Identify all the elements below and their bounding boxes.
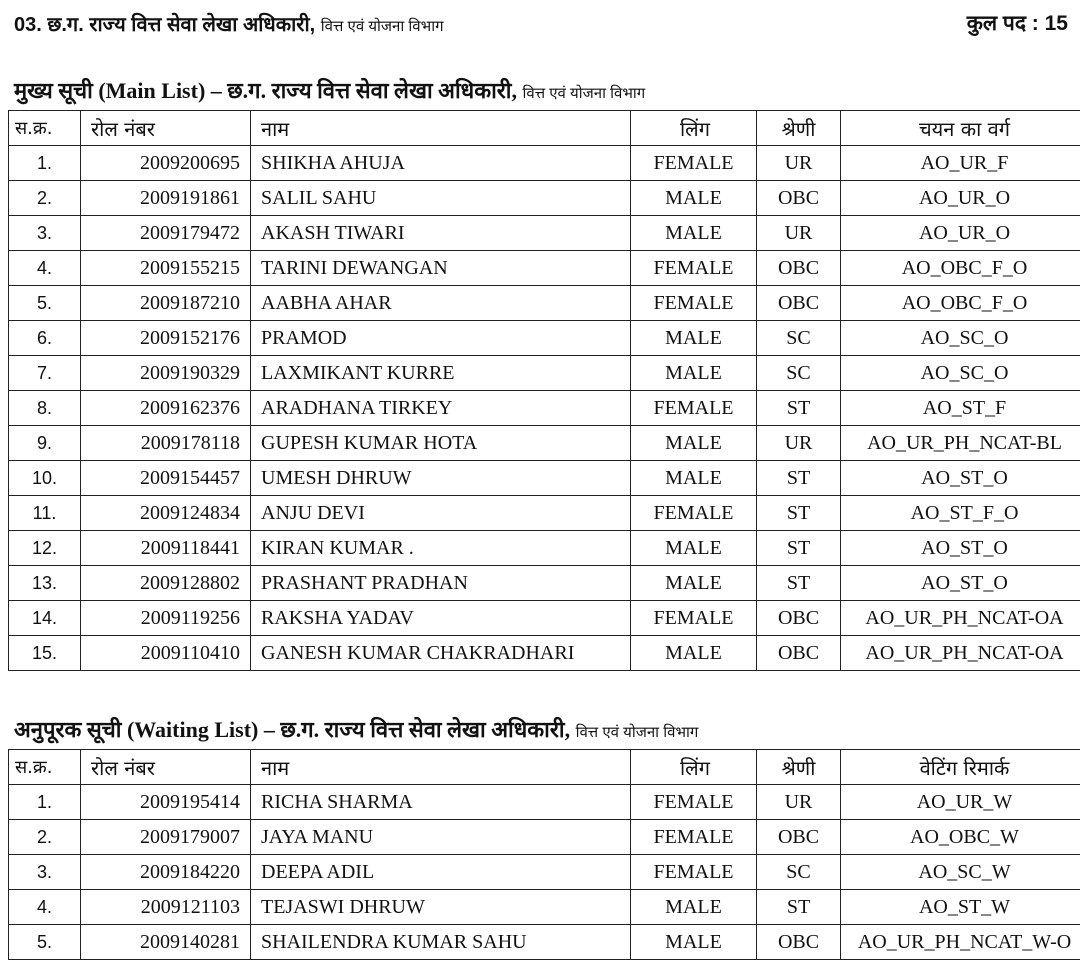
- candidate-name-cell: SALIL SAHU: [251, 181, 631, 216]
- column-header-selection-category: चयन का वर्ग: [841, 111, 1080, 146]
- roll-number-cell: 2009128802: [81, 566, 251, 601]
- selection-category-cell: AO_UR_W: [841, 785, 1080, 820]
- main-list-department: वित्त एवं योजना विभाग: [522, 85, 646, 102]
- serial-number-cell: 1.: [9, 785, 81, 820]
- roll-number-cell: 2009190329: [81, 356, 251, 391]
- gender-cell: FEMALE: [631, 146, 757, 181]
- category-cell: UR: [757, 785, 841, 820]
- roll-number-cell: 2009184220: [81, 855, 251, 890]
- table-row: [9, 391, 1080, 426]
- table-row: [9, 890, 1080, 925]
- gender-cell: FEMALE: [631, 785, 757, 820]
- column-header-roll-number: रोल नंबर: [81, 750, 251, 785]
- serial-number-cell: 2.: [9, 181, 81, 216]
- roll-number-cell: 2009140281: [81, 925, 251, 960]
- gender-cell: MALE: [631, 356, 757, 391]
- category-cell: SC: [757, 855, 841, 890]
- selection-category-cell: AO_OBC_F_O: [841, 286, 1080, 321]
- table-row: [9, 496, 1080, 531]
- gender-cell: MALE: [631, 461, 757, 496]
- table-row: [9, 636, 1080, 671]
- serial-number-cell: 15.: [9, 636, 81, 671]
- serial-number-cell: 12.: [9, 531, 81, 566]
- serial-number-cell: 4.: [9, 251, 81, 286]
- table-row: [9, 566, 1080, 601]
- candidate-name-cell: GUPESH KUMAR HOTA: [251, 426, 631, 461]
- category-cell: OBC: [757, 286, 841, 321]
- roll-number-cell: 2009178118: [81, 426, 251, 461]
- gender-cell: FEMALE: [631, 391, 757, 426]
- candidate-name-cell: PRAMOD: [251, 321, 631, 356]
- main-list-title-text: मुख्य सूची (Main List) – छ.ग. राज्य वित्त सेवा लेखा अधिकारी,: [14, 78, 517, 103]
- serial-number-cell: 6.: [9, 321, 81, 356]
- column-header-gender: लिंग: [631, 750, 757, 785]
- table-row: [9, 785, 1080, 820]
- roll-number-cell: 2009195414: [81, 785, 251, 820]
- gender-cell: MALE: [631, 216, 757, 251]
- table-row: [9, 925, 1080, 960]
- serial-number-cell: 3.: [9, 216, 81, 251]
- selection-category-cell: AO_UR_F: [841, 146, 1080, 181]
- category-cell: SC: [757, 356, 841, 391]
- roll-number-cell: 2009191861: [81, 181, 251, 216]
- roll-number-cell: 2009110410: [81, 636, 251, 671]
- table-row: [9, 286, 1080, 321]
- category-cell: OBC: [757, 181, 841, 216]
- category-cell: OBC: [757, 925, 841, 960]
- roll-number-cell: 2009154457: [81, 461, 251, 496]
- serial-number-cell: 11.: [9, 496, 81, 531]
- table-row: [9, 426, 1080, 461]
- serial-number-cell: 9.: [9, 426, 81, 461]
- serial-number-cell: 10.: [9, 461, 81, 496]
- serial-number-cell: 5.: [9, 925, 81, 960]
- selection-category-cell: AO_ST_O: [841, 566, 1080, 601]
- post-title-text: 03. छ.ग. राज्य वित्त सेवा लेखा अधिकारी,: [14, 13, 316, 36]
- candidate-name-cell: PRASHANT PRADHAN: [251, 566, 631, 601]
- candidate-name-cell: JAYA MANU: [251, 820, 631, 855]
- column-header-selection-category: वेटिंग रिमार्क: [841, 750, 1080, 785]
- gender-cell: MALE: [631, 181, 757, 216]
- gender-cell: FEMALE: [631, 496, 757, 531]
- table-row: [9, 531, 1080, 566]
- category-cell: OBC: [757, 820, 841, 855]
- table-row: [9, 181, 1080, 216]
- candidate-name-cell: TARINI DEWANGAN: [251, 251, 631, 286]
- table-row: [9, 356, 1080, 391]
- waiting-list-table: [8, 749, 1080, 960]
- gender-cell: MALE: [631, 531, 757, 566]
- selection-category-cell: AO_UR_PH_NCAT-BL: [841, 426, 1080, 461]
- candidate-name-cell: KIRAN KUMAR .: [251, 531, 631, 566]
- category-cell: ST: [757, 890, 841, 925]
- roll-number-cell: 2009162376: [81, 391, 251, 426]
- table-row: [9, 321, 1080, 356]
- category-cell: ST: [757, 496, 841, 531]
- serial-number-cell: 8.: [9, 391, 81, 426]
- main-list-table: [8, 110, 1080, 671]
- department-name: वित्त एवं योजना विभाग: [320, 17, 444, 35]
- serial-number-cell: 5.: [9, 286, 81, 321]
- candidate-name-cell: AKASH TIWARI: [251, 216, 631, 251]
- gender-cell: MALE: [631, 566, 757, 601]
- table-row: [9, 601, 1080, 636]
- selection-category-cell: AO_ST_W: [841, 890, 1080, 925]
- category-cell: UR: [757, 146, 841, 181]
- roll-number-cell: 2009118441: [81, 531, 251, 566]
- candidate-name-cell: GANESH KUMAR CHAKRADHARI: [251, 636, 631, 671]
- candidate-name-cell: RAKSHA YADAV: [251, 601, 631, 636]
- selection-category-cell: AO_SC_W: [841, 855, 1080, 890]
- selection-category-cell: AO_UR_PH_NCAT-OA: [841, 636, 1080, 671]
- serial-number-cell: 1.: [9, 146, 81, 181]
- gender-cell: MALE: [631, 426, 757, 461]
- total-posts: कुल पद : 15: [966, 12, 1068, 35]
- gender-cell: FEMALE: [631, 855, 757, 890]
- category-cell: OBC: [757, 251, 841, 286]
- table-row: [9, 251, 1080, 286]
- selection-category-cell: AO_OBC_F_O: [841, 251, 1080, 286]
- selection-category-cell: AO_SC_O: [841, 356, 1080, 391]
- gender-cell: FEMALE: [631, 286, 757, 321]
- page-header: [14, 6, 1070, 40]
- selection-category-cell: AO_OBC_W: [841, 820, 1080, 855]
- main-list-title: [14, 75, 645, 105]
- serial-number-cell: 4.: [9, 890, 81, 925]
- selection-category-cell: AO_ST_O: [841, 531, 1080, 566]
- category-cell: UR: [757, 426, 841, 461]
- candidate-name-cell: RICHA SHARMA: [251, 785, 631, 820]
- category-cell: ST: [757, 566, 841, 601]
- serial-number-cell: 13.: [9, 566, 81, 601]
- category-cell: OBC: [757, 636, 841, 671]
- table-header-row: [9, 750, 1080, 785]
- waiting-list-title-text: अनुपूरक सूची (Waiting List) – छ.ग. राज्य वित्त सेवा लेखा अधिकारी,: [14, 717, 571, 742]
- selection-category-cell: AO_UR_O: [841, 181, 1080, 216]
- serial-number-cell: 3.: [9, 855, 81, 890]
- roll-number-cell: 2009152176: [81, 321, 251, 356]
- selection-category-cell: AO_UR_O: [841, 216, 1080, 251]
- roll-number-cell: 2009124834: [81, 496, 251, 531]
- candidate-name-cell: ARADHANA TIRKEY: [251, 391, 631, 426]
- gender-cell: MALE: [631, 925, 757, 960]
- candidate-name-cell: UMESH DHRUW: [251, 461, 631, 496]
- candidate-name-cell: SHIKHA AHUJA: [251, 146, 631, 181]
- selection-category-cell: AO_ST_F_O: [841, 496, 1080, 531]
- candidate-name-cell: AABHA AHAR: [251, 286, 631, 321]
- roll-number-cell: 2009155215: [81, 251, 251, 286]
- table-header-row: [9, 111, 1080, 146]
- candidate-name-cell: DEEPA ADIL: [251, 855, 631, 890]
- selection-category-cell: AO_UR_PH_NCAT-OA: [841, 601, 1080, 636]
- waiting-list-department: वित्त एवं योजना विभाग: [575, 724, 699, 741]
- column-header-serial-number: स.क्र.: [9, 111, 81, 146]
- category-cell: ST: [757, 531, 841, 566]
- candidate-name-cell: SHAILENDRA KUMAR SAHU: [251, 925, 631, 960]
- column-header-category: श्रेणी: [757, 111, 841, 146]
- selection-category-cell: AO_SC_O: [841, 321, 1080, 356]
- category-cell: ST: [757, 391, 841, 426]
- roll-number-cell: 2009121103: [81, 890, 251, 925]
- gender-cell: MALE: [631, 321, 757, 356]
- post-title: [14, 10, 444, 37]
- candidate-name-cell: LAXMIKANT KURRE: [251, 356, 631, 391]
- category-cell: UR: [757, 216, 841, 251]
- table-row: [9, 146, 1080, 181]
- candidate-name-cell: TEJASWI DHRUW: [251, 890, 631, 925]
- serial-number-cell: 14.: [9, 601, 81, 636]
- gender-cell: FEMALE: [631, 601, 757, 636]
- category-cell: OBC: [757, 601, 841, 636]
- table-row: [9, 820, 1080, 855]
- selection-category-cell: AO_ST_F: [841, 391, 1080, 426]
- candidate-name-cell: ANJU DEVI: [251, 496, 631, 531]
- column-header-roll-number: रोल नंबर: [81, 111, 251, 146]
- waiting-list-title: [14, 714, 698, 744]
- category-cell: ST: [757, 461, 841, 496]
- roll-number-cell: 2009179472: [81, 216, 251, 251]
- serial-number-cell: 2.: [9, 820, 81, 855]
- table-row: [9, 216, 1080, 251]
- roll-number-cell: 2009200695: [81, 146, 251, 181]
- roll-number-cell: 2009179007: [81, 820, 251, 855]
- gender-cell: MALE: [631, 890, 757, 925]
- selection-category-cell: AO_UR_PH_NCAT_W-O: [841, 925, 1080, 960]
- selection-category-cell: AO_ST_O: [841, 461, 1080, 496]
- column-header-candidate-name: नाम: [251, 111, 631, 146]
- roll-number-cell: 2009119256: [81, 601, 251, 636]
- column-header-gender: लिंग: [631, 111, 757, 146]
- column-header-candidate-name: नाम: [251, 750, 631, 785]
- serial-number-cell: 7.: [9, 356, 81, 391]
- category-cell: SC: [757, 321, 841, 356]
- gender-cell: FEMALE: [631, 251, 757, 286]
- roll-number-cell: 2009187210: [81, 286, 251, 321]
- column-header-category: श्रेणी: [757, 750, 841, 785]
- gender-cell: MALE: [631, 636, 757, 671]
- gender-cell: FEMALE: [631, 820, 757, 855]
- table-row: [9, 855, 1080, 890]
- table-row: [9, 461, 1080, 496]
- column-header-serial-number: स.क्र.: [9, 750, 81, 785]
